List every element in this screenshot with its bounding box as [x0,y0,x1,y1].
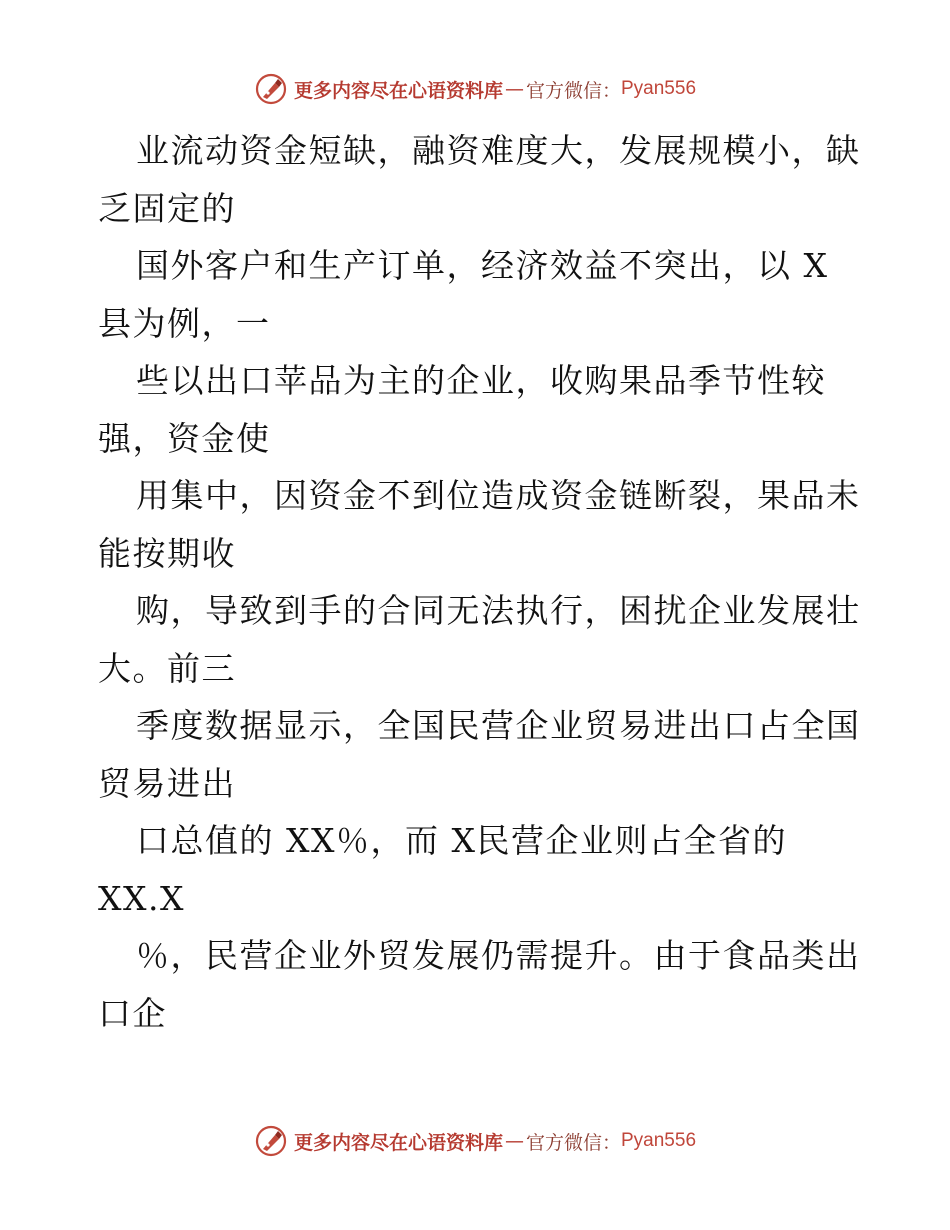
text-line: ％，民营企业外贸发展仍需提升。由于食品类出 [136,936,861,975]
text-line: 强，资金使 [98,418,271,458]
text-line: 县为例，一 [98,303,271,343]
header-account: Pyan556 [621,78,697,99]
footer-site-text: 更多内容尽在心语资料库 [293,1131,503,1154]
text-line: 购，导致到手的合同无法执行，困扰企业发展壮 [136,591,861,630]
header-wechat-label: 官方微信： [525,79,621,102]
text-line: 用集中，因资金不到位造成资金链断裂，果品未 [136,476,861,515]
text-line: XX.X [98,878,185,918]
pen-nib-logo-icon [254,72,288,106]
text-line: 大。前三 [98,648,236,688]
footer-watermark [0,1124,950,1158]
text-line: 些以出口苹品为主的企业，收购果品季节性较 [136,361,826,400]
text-line: 口总值的 XX％，而 X民营企业则占全省的 [136,821,787,860]
text-line: 国外客户和生产订单，经济效益不突出，以 X [136,246,829,285]
footer-separator: — [504,1130,524,1152]
footer-account: Pyan556 [621,1130,697,1151]
text-line: 贸易进出 [98,763,236,803]
text-line: 口企 [98,993,167,1033]
pen-nib-logo-icon [254,1124,288,1158]
text-line: 业流动资金短缺，融资难度大，发展规模小，缺 [136,131,861,170]
body-text [98,122,861,1042]
header-site-text: 更多内容尽在心语资料库 [293,79,503,102]
header-separator: — [504,78,524,100]
footer-wechat-label: 官方微信： [525,1131,621,1154]
header-watermark [0,72,950,106]
text-line: 季度数据显示，全国民营企业贸易进出口占全国 [136,706,861,745]
text-line: 乏固定的 [98,188,236,228]
text-line: 能按期收 [98,533,236,573]
